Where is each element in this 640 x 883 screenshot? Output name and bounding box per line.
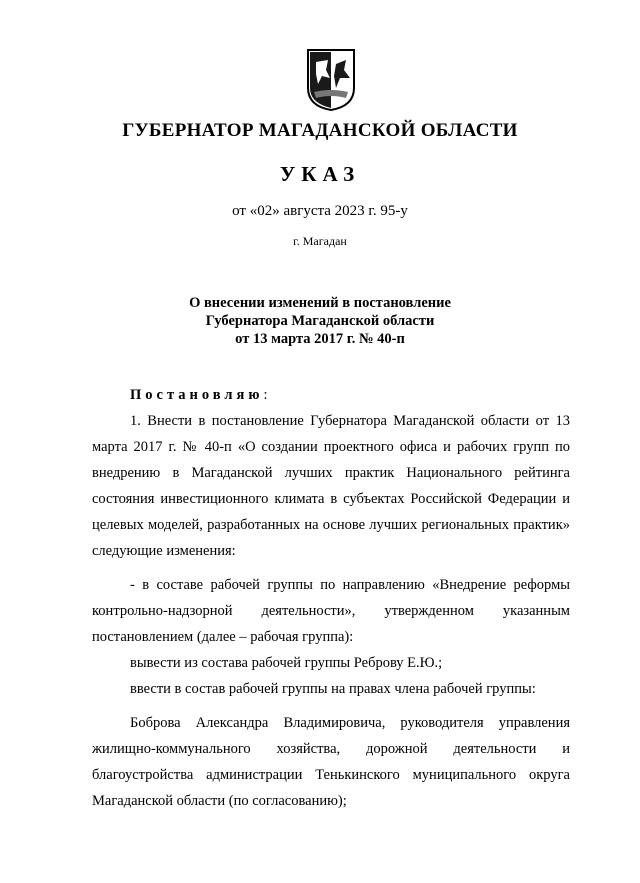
subject-line: от 13 марта 2017 г. № 40-п (235, 331, 405, 347)
coat-of-arms-graphic (306, 48, 356, 112)
paragraph-dash-item: - в составе рабочей группы по направлению «Внедрение реформы контрольно-надзорной деятельности», утвержденном указанным постановлением (далее – рабочая группа): (92, 577, 570, 645)
paragraph-new-member: Боброва Александра Владимировича, руководителя управления жилищно-коммунального хозяйства, дорожной деятельности и благоустройства администрации Тенькинского муниципального округа Магаданской области (по согласованию); (92, 715, 570, 809)
document-body (92, 382, 570, 814)
paragraph-add-member: ввести в состав рабочей группы на правах члена рабочей группы: (130, 681, 536, 697)
authority-title: ГУБЕРНАТОР МАГАДАНСКОЙ ОБЛАСТИ (122, 120, 518, 141)
paragraph-item-1: 1. Внести в постановление Губернатора Магаданской области от 13 марта 2017 г. № 40-п «О создании проектного офиса и рабочих групп по внедрению в Магаданской лучших практик Национального рейтинга состояния инвестиционного климата в субъектах Российской Федерации и целевых моделей, разработанных на основе лучших региональных практик» следующие изменения: (92, 413, 570, 559)
subject-line: Губернатора Магаданской области (205, 313, 435, 329)
document-subject (0, 294, 640, 348)
subject-line: О внесении изменений в постановление (189, 295, 451, 311)
document-type: УКАЗ (279, 162, 361, 186)
document-date-number: от «02» августа 2023 г. 95-у (232, 203, 408, 219)
document-place: г. Магадан (293, 234, 347, 248)
decree-word (130, 382, 570, 408)
paragraph-remove-member: вывести из состава рабочей группы Реброву Е.Ю.; (130, 655, 443, 671)
decree-word-colon: : (263, 387, 268, 403)
decree-word-text: Постановляю (130, 387, 264, 403)
coat-of-arms-icon (306, 48, 356, 112)
